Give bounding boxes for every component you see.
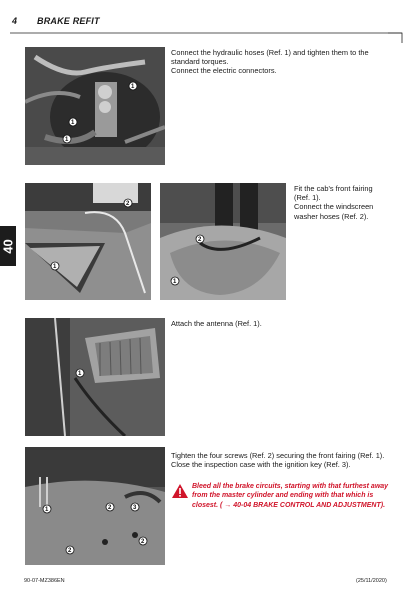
photo-front-fairing-right <box>160 183 286 300</box>
ref-marker <box>171 277 179 285</box>
page-number: 4 <box>12 16 18 26</box>
header-rule <box>10 32 405 44</box>
svg-text:1: 1 <box>71 120 75 126</box>
ref-marker <box>66 546 74 554</box>
photo-hydraulic-hoses <box>25 47 165 165</box>
step-4-text: Tighten the four screws (Ref. 2) securing the front fairing (Ref. 1). Close the inspection case with the ignition key (Ref. 3). <box>171 451 385 470</box>
ref-marker <box>131 503 139 511</box>
ref-marker <box>51 262 59 270</box>
photo-antenna <box>25 318 165 436</box>
ref-marker <box>139 537 147 545</box>
svg-text:1: 1 <box>53 264 57 270</box>
ref-marker <box>63 135 71 143</box>
step-3-text: Attach the antenna (Ref. 1). <box>171 319 262 328</box>
svg-text:3: 3 <box>133 505 137 511</box>
step-2-text: Fit the cab's front fairing (Ref. 1). Connect the windscreen washer hoses (Ref. 2). <box>294 184 374 221</box>
ref-marker <box>129 82 137 90</box>
ref-marker <box>43 505 51 513</box>
ref-marker <box>124 199 132 207</box>
svg-text:2: 2 <box>126 201 130 207</box>
svg-text:1: 1 <box>65 137 69 143</box>
ref-marker <box>196 235 204 243</box>
warning-text: Bleed all the brake circuits, starting with that furthest away from the master cylinder and ending with that which is closest. ( → 40-04 BRAKE CONTROL AND ADJUSTMENT). <box>192 483 389 509</box>
svg-text:2: 2 <box>198 237 202 243</box>
section-title: BRAKE REFIT <box>37 16 100 26</box>
warning-triangle-icon <box>172 484 188 498</box>
ref-marker <box>106 503 114 511</box>
svg-text:1: 1 <box>173 279 177 285</box>
svg-text:2: 2 <box>141 539 145 545</box>
page-header <box>10 16 410 30</box>
ref-marker <box>69 118 77 126</box>
chapter-tab <box>0 226 16 266</box>
document-date: (25/11/2020) <box>356 578 387 584</box>
step-1-text: Connect the hydraulic hoses (Ref. 1) and tighten them to the standard torques. Connect the electric connectors. <box>171 48 369 76</box>
svg-text:2: 2 <box>108 505 112 511</box>
photo-front-fairing-left <box>25 183 151 300</box>
photo-fairing-screws <box>25 447 165 565</box>
chapter-tab-label: 40 <box>0 238 16 254</box>
ref-marker <box>76 369 84 377</box>
svg-text:1: 1 <box>78 371 82 377</box>
svg-text:2: 2 <box>68 548 72 554</box>
document-code: 90-07-MZ386EN <box>24 578 65 584</box>
svg-text:1: 1 <box>45 507 49 513</box>
svg-text:1: 1 <box>131 84 135 90</box>
